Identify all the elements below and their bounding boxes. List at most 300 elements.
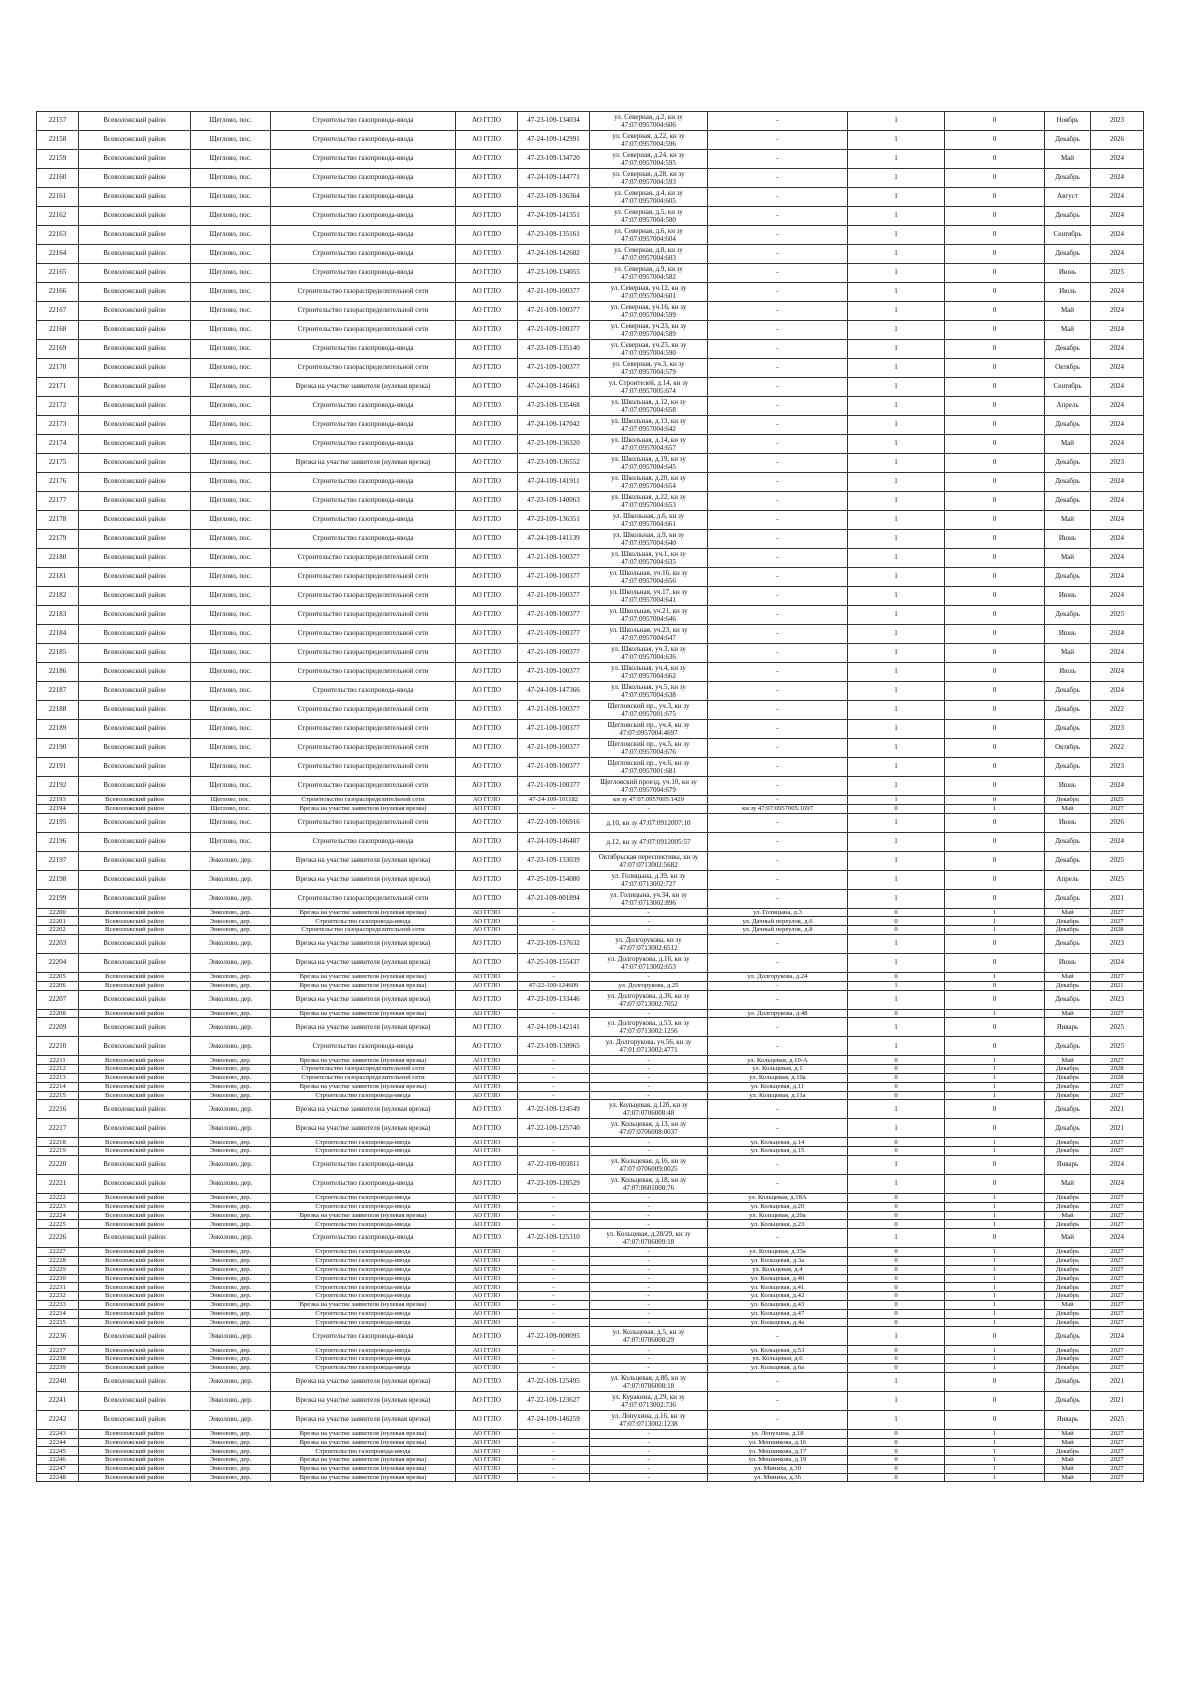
- address-cadastral-cell: -: [590, 1318, 708, 1327]
- settlement-cell: Энколово, дер.: [191, 1355, 271, 1364]
- year-cell: 2024: [1091, 1174, 1144, 1193]
- district-cell: Всеволожский район: [79, 606, 191, 625]
- organization-cell: АО ГГЛО: [456, 1447, 518, 1456]
- address-cadastral-cell: -: [590, 804, 708, 813]
- record-number-cell: 22167: [37, 302, 79, 321]
- month-cell: Июль: [1045, 663, 1091, 682]
- contract-number-cell: 47-22-109-106916: [518, 813, 590, 832]
- record-number-cell: 22188: [37, 701, 79, 720]
- table-row: [37, 625, 1144, 644]
- organization-cell: АО ГГЛО: [456, 264, 518, 283]
- record-number-cell: 22178: [37, 511, 79, 530]
- district-cell: Всеволожский район: [79, 1429, 191, 1438]
- count-b-cell: 0: [945, 511, 1045, 530]
- work-type-cell: Строительство газопровода-ввода: [271, 473, 456, 492]
- address-cadastral-cell: ул. Северная, уч.12, кн зу 47:07:0957004:601: [590, 283, 708, 302]
- count-a-cell: 1: [848, 981, 945, 990]
- district-cell: Всеволожский район: [79, 1202, 191, 1211]
- count-b-cell: 0: [945, 1229, 1045, 1248]
- year-cell: 2024: [1091, 188, 1144, 207]
- count-a-cell: 1: [848, 625, 945, 644]
- address-cadastral-cell: -: [590, 1274, 708, 1283]
- connection-address-cell: ул. Кольцевая, д.42: [708, 1292, 848, 1301]
- address-cadastral-cell: -: [590, 1009, 708, 1018]
- contract-number-cell: 47-23-109-135468: [518, 397, 590, 416]
- table-row: [37, 549, 1144, 568]
- count-a-cell: 1: [848, 739, 945, 758]
- connection-address-cell: -: [708, 851, 848, 870]
- count-a-cell: 1: [848, 796, 945, 805]
- year-cell: 2027: [1091, 1147, 1144, 1156]
- table-row: [37, 226, 1144, 245]
- record-number-cell: 22168: [37, 321, 79, 340]
- table-row: [37, 1391, 1144, 1410]
- address-cadastral-cell: -: [590, 972, 708, 981]
- record-number-cell: 22209: [37, 1018, 79, 1037]
- connection-address-cell: -: [708, 606, 848, 625]
- year-cell: 2024: [1091, 1229, 1144, 1248]
- district-cell: Всеволожский район: [79, 131, 191, 150]
- table-row: [37, 1065, 1144, 1074]
- contract-number-cell: 47-24-109-146487: [518, 832, 590, 851]
- month-cell: Декабрь: [1045, 1265, 1091, 1274]
- month-cell: Июнь: [1045, 625, 1091, 644]
- work-type-cell: Врезка на участке заявителя (нулевая врезка): [271, 1082, 456, 1091]
- address-cadastral-cell: ул. Долгорукова, кн зу 47:07:0713002:6512: [590, 934, 708, 953]
- connection-address-cell: -: [708, 889, 848, 908]
- month-cell: Май: [1045, 1456, 1091, 1465]
- district-cell: Всеволожский район: [79, 1211, 191, 1220]
- address-cadastral-cell: -: [590, 1456, 708, 1465]
- work-type-cell: Строительство газопровода-ввода: [271, 207, 456, 226]
- record-number-cell: 22242: [37, 1410, 79, 1429]
- organization-cell: АО ГГЛО: [456, 1300, 518, 1309]
- settlement-cell: Щеглово, пос.: [191, 473, 271, 492]
- organization-cell: АО ГГЛО: [456, 1056, 518, 1065]
- organization-cell: АО ГГЛО: [456, 1202, 518, 1211]
- month-cell: Декабрь: [1045, 796, 1091, 805]
- record-number-cell: 22164: [37, 245, 79, 264]
- count-b-cell: 0: [945, 359, 1045, 378]
- record-number-cell: 22175: [37, 454, 79, 473]
- count-b-cell: 0: [945, 682, 1045, 701]
- work-type-cell: Строительство газопровода-ввода: [271, 1318, 456, 1327]
- count-b-cell: 1: [945, 1193, 1045, 1202]
- district-cell: Всеволожский район: [79, 1056, 191, 1065]
- count-a-cell: 1: [848, 340, 945, 359]
- district-cell: Всеволожский район: [79, 549, 191, 568]
- work-type-cell: Строительство газопровода-ввода: [271, 150, 456, 169]
- count-b-cell: 0: [945, 1119, 1045, 1138]
- year-cell: 2027: [1091, 1346, 1144, 1355]
- count-a-cell: 0: [848, 917, 945, 926]
- address-cadastral-cell: ул. Школьная, д.12, кн зу 47:07:0957004:658: [590, 397, 708, 416]
- table-row: [37, 378, 1144, 397]
- count-a-cell: 1: [848, 832, 945, 851]
- connection-address-cell: -: [708, 131, 848, 150]
- count-a-cell: 0: [848, 1211, 945, 1220]
- connection-address-cell: -: [708, 169, 848, 188]
- address-cadastral-cell: -: [590, 1065, 708, 1074]
- connection-address-cell: -: [708, 1037, 848, 1056]
- month-cell: Декабрь: [1045, 1391, 1091, 1410]
- work-type-cell: Строительство газопровода-ввода: [271, 131, 456, 150]
- settlement-cell: Энколово, дер.: [191, 1193, 271, 1202]
- contract-number-cell: 47-21-109-100377: [518, 777, 590, 796]
- month-cell: Декабрь: [1045, 1274, 1091, 1283]
- month-cell: Май: [1045, 150, 1091, 169]
- district-cell: Всеволожский район: [79, 302, 191, 321]
- district-cell: Всеволожский район: [79, 1073, 191, 1082]
- address-cadastral-cell: -: [590, 1056, 708, 1065]
- contract-number-cell: 47-24-109-141351: [518, 207, 590, 226]
- address-cadastral-cell: ул. Лопухина, д.16, кн зу 47:07:0713002:1238: [590, 1410, 708, 1429]
- connection-address-cell: -: [708, 378, 848, 397]
- district-cell: Всеволожский район: [79, 454, 191, 473]
- count-a-cell: 1: [848, 663, 945, 682]
- district-cell: Всеволожский район: [79, 832, 191, 851]
- record-number-cell: 22211: [37, 1056, 79, 1065]
- count-a-cell: 1: [848, 777, 945, 796]
- table-row: [37, 889, 1144, 908]
- contract-number-cell: -: [518, 1283, 590, 1292]
- settlement-cell: Энколово, дер.: [191, 1318, 271, 1327]
- organization-cell: АО ГГЛО: [456, 1018, 518, 1037]
- table-row: [37, 1274, 1144, 1283]
- district-cell: Всеволожский район: [79, 701, 191, 720]
- contract-number-cell: 47-23-109-135140: [518, 340, 590, 359]
- month-cell: Декабрь: [1045, 454, 1091, 473]
- district-cell: Всеволожский район: [79, 378, 191, 397]
- organization-cell: АО ГГЛО: [456, 169, 518, 188]
- district-cell: Всеволожский район: [79, 1147, 191, 1156]
- work-type-cell: Строительство газопровода-ввода: [271, 511, 456, 530]
- address-cadastral-cell: ул. Долгорукова, д.16, кн зу 47:07:0713002:653: [590, 953, 708, 972]
- month-cell: Ноябрь: [1045, 112, 1091, 131]
- connection-address-cell: ул. Долгорукова, д.24: [708, 972, 848, 981]
- count-a-cell: 0: [848, 908, 945, 917]
- count-a-cell: 1: [848, 1100, 945, 1119]
- count-b-cell: 0: [945, 150, 1045, 169]
- district-cell: Всеволожский район: [79, 889, 191, 908]
- contract-number-cell: 47-21-109-100377: [518, 302, 590, 321]
- year-cell: 2028: [1091, 926, 1144, 935]
- count-a-cell: 1: [848, 454, 945, 473]
- record-number-cell: 22231: [37, 1283, 79, 1292]
- settlement-cell: Энколово, дер.: [191, 1229, 271, 1248]
- year-cell: 2024: [1091, 169, 1144, 188]
- year-cell: 2027: [1091, 1056, 1144, 1065]
- table-row: [37, 934, 1144, 953]
- work-type-cell: Строительство газопровода-ввода: [271, 832, 456, 851]
- connection-address-cell: ул. Дачный переулок, д.8: [708, 926, 848, 935]
- contract-number-cell: -: [518, 1318, 590, 1327]
- year-cell: 2027: [1091, 1220, 1144, 1229]
- record-number-cell: 22194: [37, 804, 79, 813]
- table-row: [37, 644, 1144, 663]
- organization-cell: АО ГГЛО: [456, 644, 518, 663]
- record-number-cell: 22169: [37, 340, 79, 359]
- address-cadastral-cell: ул. Школьная, уч.1, кн зу 47:07:0957004:635: [590, 549, 708, 568]
- count-b-cell: 0: [945, 1155, 1045, 1174]
- count-a-cell: 1: [848, 226, 945, 245]
- work-type-cell: Врезка на участке заявителя (нулевая врезка): [271, 1100, 456, 1119]
- month-cell: Апрель: [1045, 397, 1091, 416]
- district-cell: Всеволожский район: [79, 1018, 191, 1037]
- address-cadastral-cell: Щегловский пр., уч.5, кн зу 47:07:0957004:676: [590, 739, 708, 758]
- district-cell: Всеволожский район: [79, 1082, 191, 1091]
- organization-cell: АО ГГЛО: [456, 1438, 518, 1447]
- work-type-cell: Строительство газопровода-ввода: [271, 1193, 456, 1202]
- settlement-cell: Энколово, дер.: [191, 1391, 271, 1410]
- work-type-cell: Строительство газопровода-ввода: [271, 1037, 456, 1056]
- month-cell: Май: [1045, 1174, 1091, 1193]
- district-cell: Всеволожский район: [79, 1265, 191, 1274]
- organization-cell: АО ГГЛО: [456, 1091, 518, 1100]
- month-cell: Июнь: [1045, 813, 1091, 832]
- month-cell: Декабрь: [1045, 1363, 1091, 1372]
- settlement-cell: Щеглово, пос.: [191, 207, 271, 226]
- address-cadastral-cell: ул. Долгорукова, уч.56, кн зу 47:01:0713002:4771: [590, 1037, 708, 1056]
- connection-address-cell: -: [708, 283, 848, 302]
- district-cell: Всеволожский район: [79, 917, 191, 926]
- organization-cell: АО ГГЛО: [456, 606, 518, 625]
- month-cell: Декабрь: [1045, 1065, 1091, 1074]
- organization-cell: АО ГГЛО: [456, 777, 518, 796]
- month-cell: Декабрь: [1045, 701, 1091, 720]
- address-cadastral-cell: -: [590, 1473, 708, 1482]
- work-type-cell: Строительство газопровода-ввода: [271, 1363, 456, 1372]
- count-a-cell: 1: [848, 131, 945, 150]
- contract-number-cell: 47-22-109-125495: [518, 1372, 590, 1391]
- table-row: [37, 1283, 1144, 1292]
- address-cadastral-cell: ул. Школьная, д.19, кн зу 47:07:0957004:645: [590, 454, 708, 473]
- contract-number-cell: 47-21-109-100377: [518, 321, 590, 340]
- month-cell: Декабрь: [1045, 1119, 1091, 1138]
- district-cell: Всеволожский район: [79, 1009, 191, 1018]
- record-number-cell: 22196: [37, 832, 79, 851]
- record-number-cell: 22234: [37, 1309, 79, 1318]
- connection-address-cell: ул. Лопухина, д.18: [708, 1429, 848, 1438]
- count-b-cell: 1: [945, 1065, 1045, 1074]
- connection-address-cell: ул. Меншикова, д.19: [708, 1456, 848, 1465]
- address-cadastral-cell: Октябрьская переспективы, кн зу 47:07:0713002:5682: [590, 851, 708, 870]
- year-cell: 2024: [1091, 416, 1144, 435]
- year-cell: 2027: [1091, 1429, 1144, 1438]
- connection-address-cell: -: [708, 1410, 848, 1429]
- settlement-cell: Энколово, дер.: [191, 889, 271, 908]
- district-cell: Всеволожский район: [79, 492, 191, 511]
- address-cadastral-cell: ул. Кольцевая, д.8б, кн зу 47:07:0706008:18: [590, 1372, 708, 1391]
- organization-cell: АО ГГЛО: [456, 340, 518, 359]
- count-a-cell: 0: [848, 1147, 945, 1156]
- address-cadastral-cell: ул. Северная, д.4, кн зу 47:07:0957004:605: [590, 188, 708, 207]
- record-number-cell: 22222: [37, 1193, 79, 1202]
- year-cell: 2024: [1091, 226, 1144, 245]
- month-cell: Май: [1045, 908, 1091, 917]
- organization-cell: АО ГГЛО: [456, 934, 518, 953]
- table-row: [37, 1447, 1144, 1456]
- table-row: [37, 1464, 1144, 1473]
- record-number-cell: 22195: [37, 813, 79, 832]
- year-cell: 2025: [1091, 606, 1144, 625]
- settlement-cell: Энколово, дер.: [191, 990, 271, 1009]
- settlement-cell: Щеглово, пос.: [191, 832, 271, 851]
- table-row: [37, 264, 1144, 283]
- count-b-cell: 0: [945, 663, 1045, 682]
- year-cell: 2024: [1091, 568, 1144, 587]
- contract-number-cell: 47-23-109-133039: [518, 851, 590, 870]
- count-a-cell: 0: [848, 1265, 945, 1274]
- connection-address-cell: -: [708, 302, 848, 321]
- count-b-cell: 0: [945, 1410, 1045, 1429]
- table-row: [37, 492, 1144, 511]
- month-cell: Май: [1045, 804, 1091, 813]
- settlement-cell: Энколово, дер.: [191, 981, 271, 990]
- count-a-cell: 1: [848, 682, 945, 701]
- month-cell: Декабрь: [1045, 568, 1091, 587]
- work-type-cell: Строительство газораспределительной сети: [271, 321, 456, 340]
- address-cadastral-cell: ул. Северная, уч.25, кн зу 47:07:0957004:590: [590, 340, 708, 359]
- month-cell: Май: [1045, 511, 1091, 530]
- organization-cell: АО ГГЛО: [456, 1429, 518, 1438]
- address-cadastral-cell: ул. Строителей, д.14, кн зу 47:07:0957005:674: [590, 378, 708, 397]
- table-row: [37, 169, 1144, 188]
- count-a-cell: 1: [848, 435, 945, 454]
- count-b-cell: 1: [945, 1318, 1045, 1327]
- month-cell: Август: [1045, 188, 1091, 207]
- record-number-cell: 22232: [37, 1292, 79, 1301]
- work-type-cell: Врезка на участке заявителя (нулевая врезка): [271, 804, 456, 813]
- settlement-cell: Энколово, дер.: [191, 908, 271, 917]
- settlement-cell: Энколово, дер.: [191, 1248, 271, 1257]
- address-cadastral-cell: ул. Северная, д.6, кн зу 47:07:0957004:604: [590, 226, 708, 245]
- address-cadastral-cell: -: [590, 1220, 708, 1229]
- organization-cell: АО ГГЛО: [456, 1473, 518, 1482]
- table-row: [37, 813, 1144, 832]
- contract-number-cell: 47-21-109-100377: [518, 758, 590, 777]
- work-type-cell: Строительство газопровода-ввода: [271, 1174, 456, 1193]
- month-cell: Декабрь: [1045, 1447, 1091, 1456]
- connection-address-cell: -: [708, 188, 848, 207]
- record-number-cell: 22228: [37, 1256, 79, 1265]
- table-row: [37, 340, 1144, 359]
- year-cell: 2024: [1091, 492, 1144, 511]
- table-row: [37, 245, 1144, 264]
- year-cell: 2024: [1091, 378, 1144, 397]
- month-cell: Май: [1045, 1009, 1091, 1018]
- connection-address-cell: -: [708, 739, 848, 758]
- table-row: [37, 1372, 1144, 1391]
- table-row: [37, 953, 1144, 972]
- organization-cell: АО ГГЛО: [456, 1309, 518, 1318]
- year-cell: 2023: [1091, 112, 1144, 131]
- work-type-cell: Строительство газопровода-ввода: [271, 1346, 456, 1355]
- address-cadastral-cell: ул. Школьная, уч.4, кн зу 47:07:0957004:662: [590, 663, 708, 682]
- count-a-cell: 1: [848, 1119, 945, 1138]
- month-cell: Декабрь: [1045, 1248, 1091, 1257]
- count-b-cell: 1: [945, 1211, 1045, 1220]
- count-a-cell: 1: [848, 1018, 945, 1037]
- organization-cell: АО ГГЛО: [456, 701, 518, 720]
- connection-address-cell: -: [708, 416, 848, 435]
- organization-cell: АО ГГЛО: [456, 1391, 518, 1410]
- count-b-cell: 0: [945, 302, 1045, 321]
- count-b-cell: 0: [945, 568, 1045, 587]
- contract-number-cell: -: [518, 1056, 590, 1065]
- count-a-cell: 0: [848, 1283, 945, 1292]
- connection-address-cell: ул. Кольцевая, д.1: [708, 1065, 848, 1074]
- settlement-cell: Щеглово, пос.: [191, 283, 271, 302]
- address-cadastral-cell: Щегловский пр., уч.3, кн зу 47:07:0957001:675: [590, 701, 708, 720]
- count-a-cell: 0: [848, 1274, 945, 1283]
- count-b-cell: 1: [945, 1082, 1045, 1091]
- month-cell: Июнь: [1045, 587, 1091, 606]
- record-number-cell: 22210: [37, 1037, 79, 1056]
- connection-address-cell: ул. Кольцевая, д.11: [708, 1082, 848, 1091]
- year-cell: 2024: [1091, 682, 1144, 701]
- organization-cell: АО ГГЛО: [456, 321, 518, 340]
- address-cadastral-cell: ул. Долгорукова, д.36, кн зу 47:07:0713002:7052: [590, 990, 708, 1009]
- contract-number-cell: 47-21-109-100377: [518, 663, 590, 682]
- month-cell: Май: [1045, 1300, 1091, 1309]
- organization-cell: АО ГГЛО: [456, 397, 518, 416]
- table-row: [37, 1309, 1144, 1318]
- address-cadastral-cell: Щегловский проезд, уч.10, кн зу 47:07:0957004:679: [590, 777, 708, 796]
- contract-number-cell: 47-24-109-142602: [518, 245, 590, 264]
- count-b-cell: 0: [945, 796, 1045, 805]
- year-cell: 2022: [1091, 739, 1144, 758]
- district-cell: Всеволожский район: [79, 625, 191, 644]
- month-cell: Май: [1045, 1056, 1091, 1065]
- settlement-cell: Энколово, дер.: [191, 953, 271, 972]
- table-row: [37, 1009, 1144, 1018]
- count-a-cell: 0: [848, 1292, 945, 1301]
- table-row: [37, 832, 1144, 851]
- work-type-cell: Строительство газопровода-ввода: [271, 416, 456, 435]
- contract-number-cell: -: [518, 1429, 590, 1438]
- district-cell: Всеволожский район: [79, 1037, 191, 1056]
- organization-cell: АО ГГЛО: [456, 1193, 518, 1202]
- contract-number-cell: 47-23-109-133446: [518, 990, 590, 1009]
- organization-cell: АО ГГЛО: [456, 188, 518, 207]
- connection-address-cell: -: [708, 1372, 848, 1391]
- count-b-cell: 0: [945, 889, 1045, 908]
- record-number-cell: 22241: [37, 1391, 79, 1410]
- connection-address-cell: -: [708, 1229, 848, 1248]
- address-cadastral-cell: ул. Северная, д.8, кн зу 47:07:0957004:603: [590, 245, 708, 264]
- count-a-cell: 1: [848, 1155, 945, 1174]
- record-number-cell: 22245: [37, 1447, 79, 1456]
- record-number-cell: 22233: [37, 1300, 79, 1309]
- contract-number-cell: 47-23-109-134720: [518, 150, 590, 169]
- record-number-cell: 22226: [37, 1229, 79, 1248]
- count-a-cell: 1: [848, 302, 945, 321]
- year-cell: 2024: [1091, 953, 1144, 972]
- address-cadastral-cell: -: [590, 1300, 708, 1309]
- settlement-cell: Щеглово, пос.: [191, 682, 271, 701]
- address-cadastral-cell: ул. Кольцевая, д.16, кн зу 47:07:0706009:0025: [590, 1155, 708, 1174]
- record-number-cell: 22217: [37, 1119, 79, 1138]
- record-number-cell: 22165: [37, 264, 79, 283]
- district-cell: Всеволожский район: [79, 1091, 191, 1100]
- work-type-cell: Строительство газораспределительной сети: [271, 813, 456, 832]
- district-cell: Всеволожский район: [79, 1473, 191, 1482]
- district-cell: Всеволожский район: [79, 663, 191, 682]
- connection-address-cell: -: [708, 321, 848, 340]
- connection-address-cell: ул. Кольцевая, д.20а: [708, 1211, 848, 1220]
- settlement-cell: Энколово, дер.: [191, 1456, 271, 1465]
